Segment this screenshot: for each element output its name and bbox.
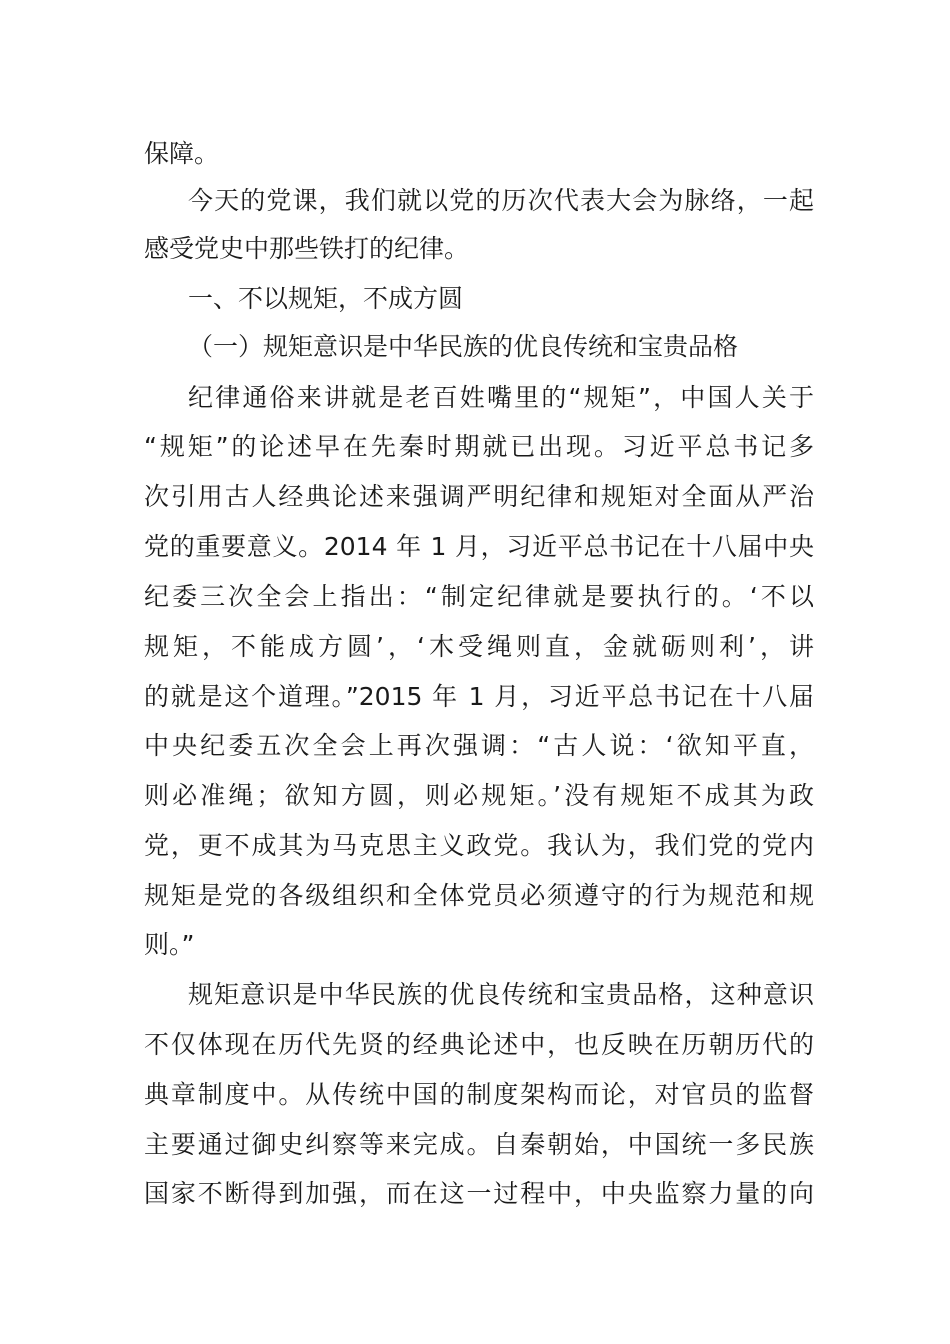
paragraph-line: 纪律通俗来讲就是老百姓嘴里的“规矩”，中国人关于 — [188, 383, 814, 412]
paragraph-line: 次引用古人经典论述来强调严明纪律和规矩对全面从严治 — [144, 482, 814, 511]
paragraph-line: 国家不断得到加强，而在这一过程中，中央监察力量的向 — [144, 1179, 814, 1208]
paragraph-line: 党，更不成其为马克思主义政党。我认为，我们党的党内 — [144, 831, 814, 860]
paragraph-line: 则。” — [144, 930, 195, 959]
paragraph-line: 规矩意识是中华民族的优良传统和宝贵品格，这种意识 — [188, 980, 814, 1009]
paragraph-line: 感受党史中那些铁打的纪律。 — [144, 234, 470, 263]
paragraph-line: 不仅体现在历代先贤的经典论述中，也反映在历朝历代的 — [144, 1030, 814, 1059]
paragraph-line: 今天的党课，我们就以党的历次代表大会为脉络，一起 — [188, 186, 814, 215]
paragraph-line: 保障。 — [144, 139, 220, 168]
paragraph-line: 典章制度中。从传统中国的制度架构而论，对官员的监督 — [144, 1080, 814, 1109]
paragraph-line: 中央纪委五次全会上再次强调：“古人说：‘欲知平直， — [144, 731, 814, 760]
paragraph-line: 规矩是党的各级组织和全体党员必须遵守的行为规范和规 — [144, 881, 814, 910]
paragraph-line: 则必准绳；欲知方圆，则必规矩。’没有规矩不成其为政 — [144, 781, 814, 810]
paragraph-line: 规矩，不能成方圆’，‘木受绳则直，金就砺则利’，讲 — [144, 632, 814, 661]
paragraph-line: 的就是这个道理。”2015 年 1 月，习近平总书记在十八届 — [144, 682, 814, 711]
paragraph-line: 主要通过御史纠察等来完成。自秦朝始，中国统一多民族 — [144, 1130, 814, 1159]
section-heading: 一、不以规矩，不成方圆 — [188, 284, 464, 313]
subsection-heading: （一）规矩意识是中华民族的优良传统和宝贵品格 — [188, 332, 739, 361]
paragraph-line: 党的重要意义。2014 年 1 月，习近平总书记在十八届中央 — [144, 532, 814, 561]
paragraph-line: 纪委三次全会上指出：“制定纪律就是要执行的。‘不以 — [144, 582, 814, 611]
paragraph-line: “规矩”的论述早在先秦时期就已出现。习近平总书记多 — [144, 432, 814, 461]
